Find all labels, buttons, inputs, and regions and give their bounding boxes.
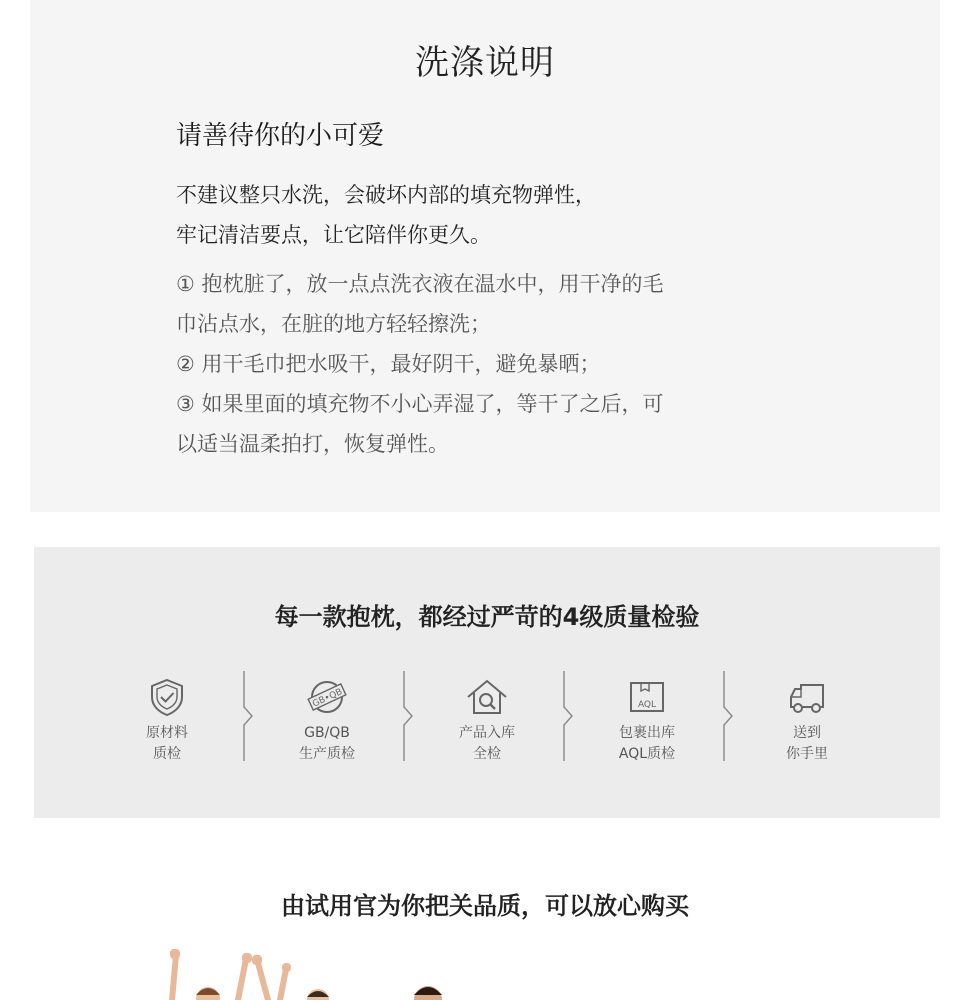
qc-step-raw-material <box>107 677 227 765</box>
qc-step-label: GB/QB 生产质检 <box>299 725 355 762</box>
house-search-icon <box>464 677 510 717</box>
intro-line: 不建议整只水洗，会破坏内部的填充物弹性， <box>176 183 596 207</box>
intro-line: 牢记清洁要点，让它陪伴你更久。 <box>176 223 491 247</box>
quality-check-panel <box>34 547 940 818</box>
qc-step-label: 产品入库 全检 <box>459 725 515 762</box>
svg-text:GB•QB: GB•QB <box>311 687 345 710</box>
separator-chevron <box>240 669 256 763</box>
qc-step-warehouse <box>427 677 547 765</box>
step-line: 以适当温柔拍打，恢复弹性。 <box>176 432 449 456</box>
qc-step-gb-qb <box>267 677 387 765</box>
washing-title: 洗涤说明 <box>415 43 555 83</box>
package-aql-icon <box>627 677 667 717</box>
gb-qb-stamp-icon <box>305 677 349 717</box>
step-line: ① 抱枕脏了，放一点点洗衣液在温水中，用干净的毛 <box>176 272 664 296</box>
shield-check-icon <box>148 677 186 717</box>
separator-chevron <box>560 669 576 763</box>
qc-step-delivery <box>747 677 867 765</box>
washing-steps <box>176 264 776 464</box>
trial-people-photo <box>150 945 470 1000</box>
qc-step-label: 包裹出库 AQL质检 <box>618 725 676 762</box>
quality-check-title: 每一款抱枕，都经过严苛的4级质量检验 <box>274 603 700 631</box>
washing-intro <box>176 175 596 255</box>
delivery-truck-icon <box>785 677 829 717</box>
washing-instructions-panel <box>30 0 940 512</box>
trial-title: 由试用官为你把关品质，可以放心购买 <box>281 892 689 920</box>
qc-step-label: 送到 你手里 <box>786 725 828 762</box>
step-line: 巾沾点水，在脏的地方轻轻擦洗； <box>176 312 491 336</box>
qc-step-shipping <box>587 677 707 765</box>
separator-chevron <box>720 669 736 763</box>
washing-subtitle: 请善待你的小可爱 <box>176 121 385 151</box>
step-line: ③ 如果里面的填充物不小心弄湿了，等干了之后，可 <box>176 392 664 416</box>
svg-text:AQL: AQL <box>637 700 657 710</box>
separator-chevron <box>400 669 416 763</box>
step-line: ② 用干毛巾把水吸干，最好阴干，避免暴晒； <box>176 352 601 376</box>
qc-step-label: 原材料 质检 <box>146 725 188 762</box>
